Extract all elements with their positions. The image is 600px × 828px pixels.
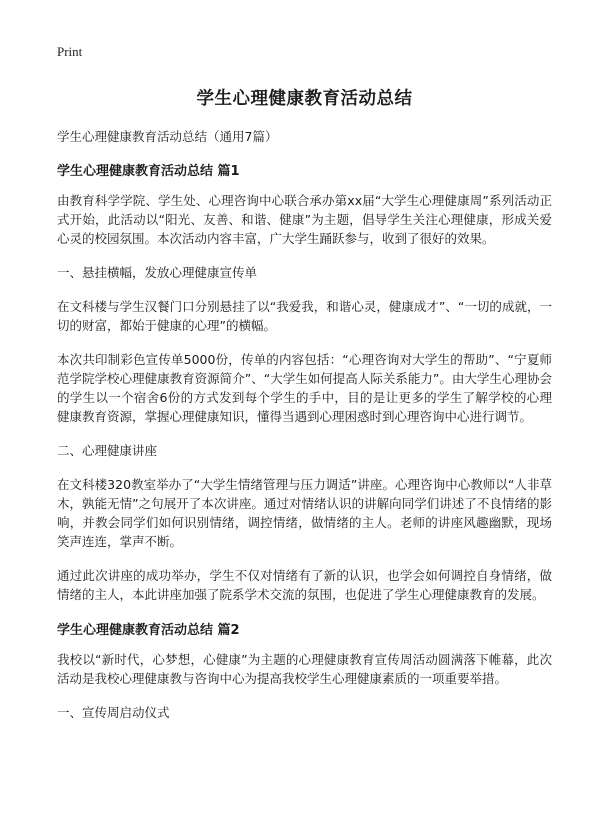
paragraph: 在文科楼与学生汉餐门口分别悬挂了以“我爱我，和谐心灵，健康成才”、“一切的成就，一切的财富，都始于健康的心理”的横幅。 bbox=[57, 299, 552, 333]
subheading: 一、悬挂横幅，发放心理健康宣传单 bbox=[57, 265, 258, 280]
subheading: 一、宣传周启动仪式 bbox=[57, 705, 170, 720]
subheading: 二、心理健康讲座 bbox=[57, 443, 158, 458]
paragraph: 通过此次讲座的成功举办，学生不仅对情绪有了新的认识，也学会如何调控自身情绪，做情绪的主人，本此讲座加强了院系学术交流的氛围，也促进了学生心理健康教育的发展。 bbox=[57, 568, 552, 602]
document-subtitle: 学生心理健康教育活动总结（通用7篇） bbox=[57, 129, 278, 144]
paragraph: 在文科楼320教室举办了“大学生情绪管理与压力调适”讲座。心理咨询中心教师以“人非草木，孰能无情”之句展开了本次讲座。通过对情绪认识的讲解向同学们讲述了不良情绪的影响，并教会同学们如何识别情绪，调控情绪，做情绪的主人。老师的讲座风趣幽默，现场笑声连连，掌声不断。 bbox=[57, 477, 552, 549]
paragraph: 本次共印制彩色宣传单5000份，传单的内容包括：“心理咨询对大学生的帮助”、“宁夏师范学院学校心理健康教育资源简介”、“大学生如何提高人际关系能力”。由大学生心理协会的学生以一个宿舍6份的方式发到每个学生的手中，目的是让更多的学生了解学校的心理健康教育资源，掌握心理健康知识，懂得当遇到心理困惑时到心理咨询中心进行调节。 bbox=[57, 352, 552, 424]
paragraph: 我校以“新时代，心梦想，心健康”为主题的心理健康教育宣传周活动圆满落下帷幕，此次活动是我校心理健康教与咨询中心为提高我校学生心理健康素质的一项重要举措。 bbox=[57, 652, 552, 686]
paragraph: 由教育科学学院、学生处、心理咨询中心联合承办第xx届“大学生心理健康周”系列活动正式开始，此活动以“阳光、友善、和谐、健康”为主题，倡导学生关注心理健康，形成关爱心灵的校园氛围。本次活动内容丰富，广大学生踊跃参与，收到了很好的效果。 bbox=[57, 193, 552, 246]
section-heading-2: 学生心理健康教育活动总结 篇2 bbox=[57, 623, 240, 638]
print-link[interactable]: Print bbox=[57, 44, 83, 59]
section-heading-1: 学生心理健康教育活动总结 篇1 bbox=[57, 164, 240, 179]
page-title: 学生心理健康教育活动总结 bbox=[196, 89, 413, 109]
